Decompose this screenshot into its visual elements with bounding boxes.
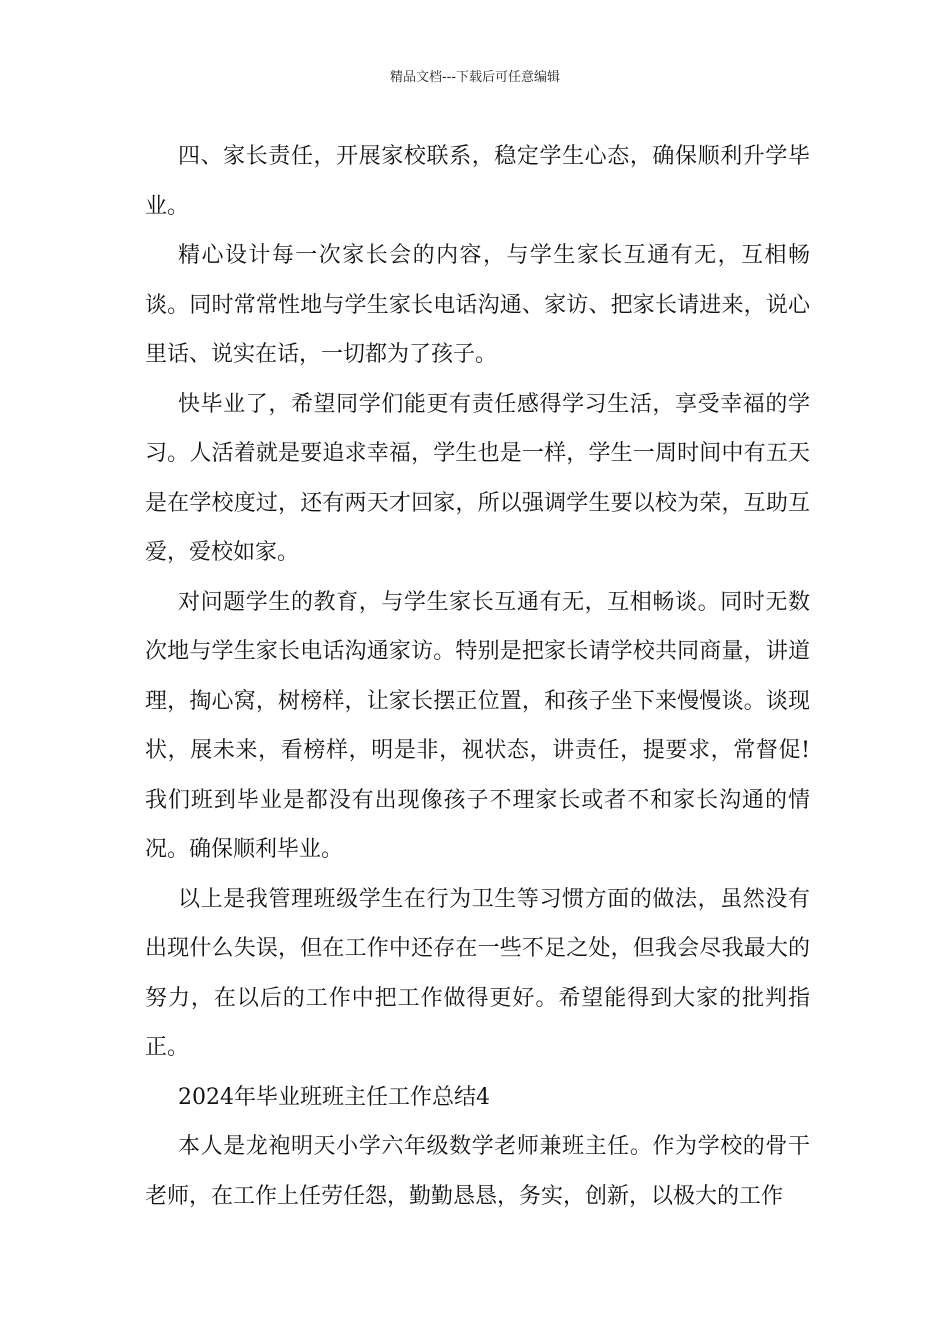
paragraph-parent-meeting: 精心设计每一次家长会的内容，与学生家长互通有无，互相畅谈。同时常常性地与学生家长电话沟通、家访、把家长请进来，说心里话、说实在话，一切都为了孩子。 xyxy=(145,243,810,367)
paragraph-graduation-hope: 快毕业了，希望同学们能更有责任感得学习生活，享受幸福的学习。人活着就是要追求幸福，学生也是一样，学生一周时间中有五天是在学校度过，还有两天才回家，所以强调学生要以校为荣，互助互爱，爱校如家。 xyxy=(145,391,810,565)
section-title: 2024年毕业班班主任工作总结4 xyxy=(178,1084,490,1110)
document-body xyxy=(145,132,810,1221)
paragraph-problem-students: 对问题学生的教育，与学生家长互通有无，互相畅谈。同时无数次地与学生家长电话沟通家访。特别是把家长请学校共同商量，讲道理，掏心窝，树榜样，让家长摆正位置，和孩子坐下来慢慢谈。谈现状，展未来，看榜样，明是非，视状态，讲责任，提要求，常督促!我们班到毕业是都没有出现像孩子不理家长或者不和家长沟通的情况。确保顺利毕业。 xyxy=(145,589,810,862)
paragraph-conclusion: 以上是我管理班级学生在行为卫生等习惯方面的做法，虽然没有出现什么失误，但在工作中还存在一些不足之处，但我会尽我最大的努力，在以后的工作中把工作做得更好。希望能得到大家的批判指正。 xyxy=(145,886,810,1060)
paragraph-parent-responsibility: 四、家长责任，开展家校联系，稳定学生心态，确保顺利升学毕业。 xyxy=(145,144,810,219)
paragraph-introduction: 本人是龙袍明天小学六年级数学老师兼班主任。作为学校的骨干老师，在工作上任劳任怨，勤勤恳恳，务实，创新，以极大的工作 xyxy=(145,1134,810,1209)
page-header: 精品文档---下载后可任意编辑 xyxy=(389,70,561,85)
